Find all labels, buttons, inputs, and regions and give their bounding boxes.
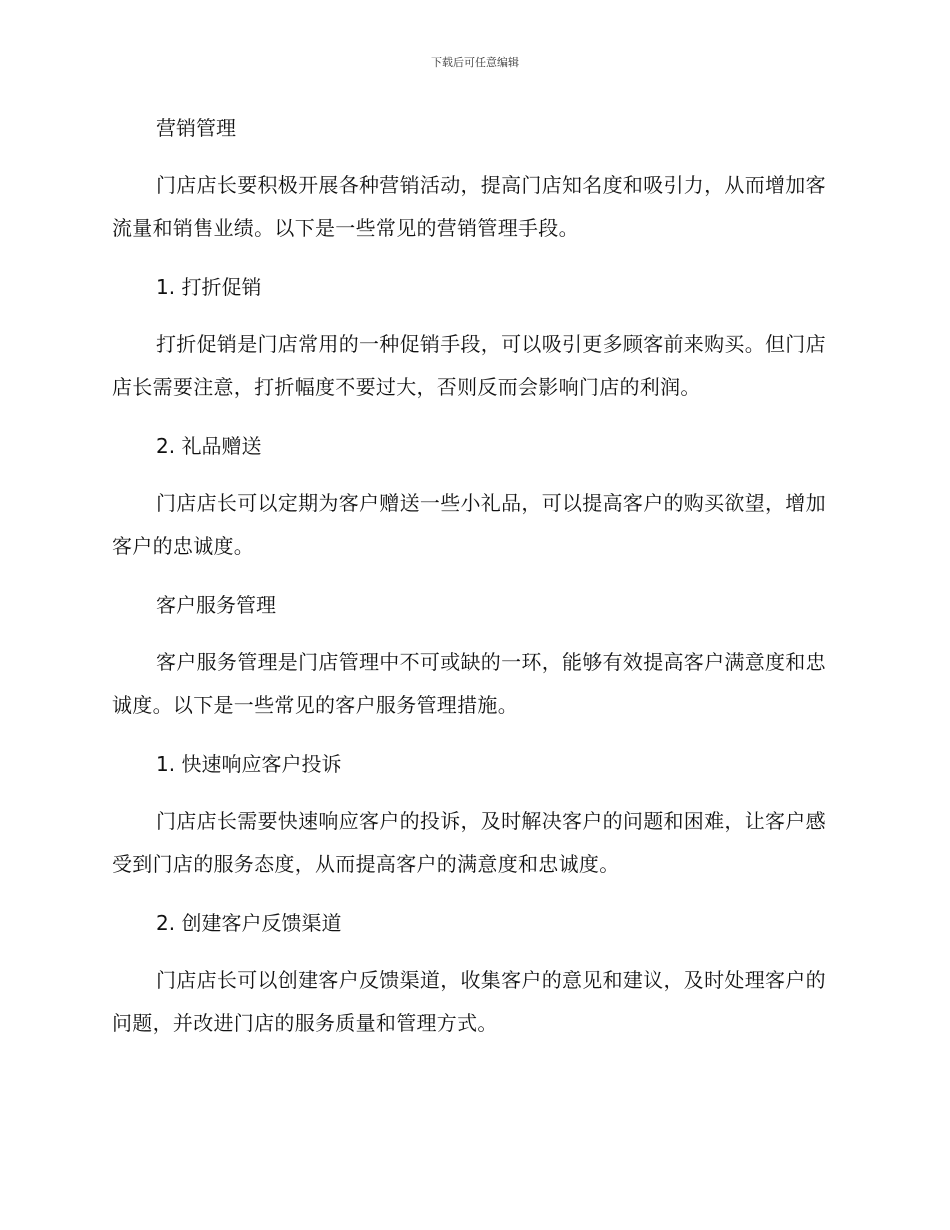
subheading-feedback-channel: 2. 创建客户反馈渠道 [156,911,342,935]
paragraph-feedback-channel: 门店店长可以创建客户反馈渠道，收集客户的意见和建议，及时处理客户的问题，并改进门店的服务质量和管理方式。 [112,968,826,1035]
document-body [112,112,832,1066]
page-header-note: 下载后可任意编辑 [431,56,519,69]
subheading-complaint-response: 1. 快速响应客户投诉 [156,752,342,776]
section-heading-marketing: 营销管理 [156,116,236,140]
subheading-discount-promotion: 1. 打折促销 [156,275,262,299]
paragraph-marketing-intro: 门店店长要积极开展各种营销活动，提高门店知名度和吸引力，从而增加客流量和销售业绩。以下是一些常见的营销管理手段。 [112,173,826,240]
paragraph-discount-promotion: 打折促销是门店常用的一种促销手段，可以吸引更多顾客前来购买。但门店店长需要注意，打折幅度不要过大，否则反而会影响门店的利润。 [112,332,826,399]
subheading-gift-giving: 2. 礼品赠送 [156,434,262,458]
paragraph-customer-service-intro: 客户服务管理是门店管理中不可或缺的一环，能够有效提高客户满意度和忠诚度。以下是一些常见的客户服务管理措施。 [112,650,826,717]
paragraph-gift-giving: 门店店长可以定期为客户赠送一些小礼品，可以提高客户的购买欲望，增加客户的忠诚度。 [112,491,826,558]
section-heading-customer-service: 客户服务管理 [156,593,276,617]
paragraph-complaint-response: 门店店长需要快速响应客户的投诉，及时解决客户的问题和困难，让客户感受到门店的服务态度，从而提高客户的满意度和忠诚度。 [112,809,826,876]
